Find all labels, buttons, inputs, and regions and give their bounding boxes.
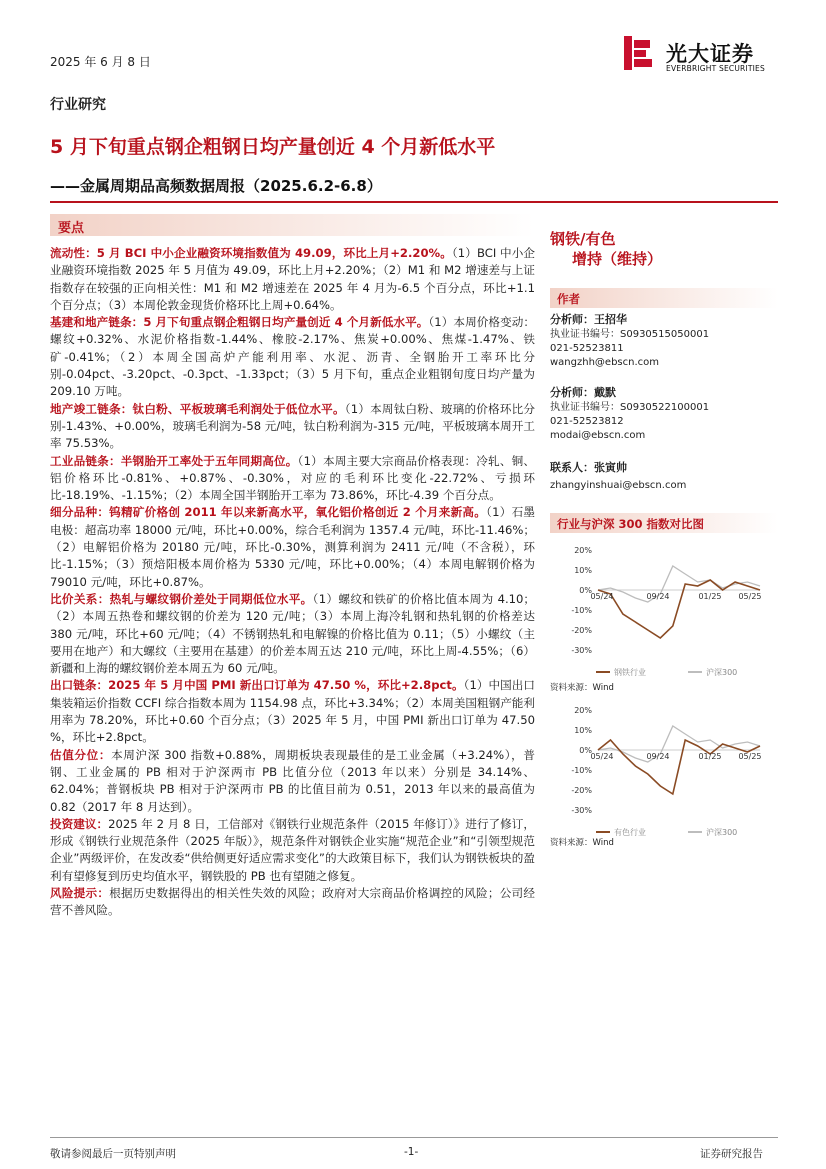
summary-paragraph — [50, 453, 535, 505]
chart-source: 资料来源：Wind — [550, 683, 614, 693]
summary-paragraph — [50, 677, 535, 746]
x-tick-label: 01/25 — [698, 592, 722, 601]
contact-label: 联系人：张寅帅 — [550, 461, 627, 474]
summary-paragraph — [50, 747, 535, 816]
y-tick-label: -30% — [571, 646, 592, 655]
analyst-cert: 执业证书编号：S0930522100001 — [550, 402, 710, 413]
paragraph-text: （1）BCI 中小企业融资环境指数 2025 年 5 月值为 49.09，环比上月+2.20%；（2）M1 和 M2 增速差与上证指数存在较强的正向相关性：M1 和 M2 增速差在 2025 年 4 月为-6.5 个百分点，环比+1.1 个百分点；（3）本周伦敦金现货价格环比上周+0.64%。 — [50, 246, 535, 312]
summary-paragraph — [50, 591, 535, 677]
report-subtitle: ——金属周期品高频数据周报（2025.6.2-6.8） — [50, 177, 382, 195]
x-tick-label: 09/24 — [646, 752, 670, 761]
analyst-phone: 021-52523812 — [550, 416, 624, 427]
analyst-block — [550, 313, 709, 370]
footer-report-type: 证券研究报告 — [700, 1148, 763, 1160]
y-tick-label: -10% — [571, 766, 592, 775]
series-line-1 — [598, 726, 760, 762]
analyst-cert: 执业证书编号：S0930515050001 — [550, 329, 710, 340]
contact-email[interactable]: zhangyinshuai@ebscn.com — [550, 480, 687, 491]
y-tick-label: -30% — [571, 806, 592, 815]
y-tick-label: -20% — [571, 626, 592, 635]
paragraph-text: （1）本周钛白粉、玻璃的价格环比分别-1.43%、+0.00%，玻璃毛利润为-58 元/吨，钛白粉利润为-315 元/吨，平板玻璃本周开工率 75.53%。 — [50, 401, 535, 451]
nonferrous-vs-csi300-chart — [550, 700, 778, 836]
summary-heading: 要点 — [58, 221, 85, 236]
paragraph-text: （1）中国出口集装箱运价指数 CCFI 综合指数本周为 1154.98 点，环比+3.34%；（2）本周美国粗钢产能利用率为 78.20%，环比+0.60 个百分点；（3）2025 年 5 月，中国 PMI 新出口订单为 47.50 %，环比+2.8pct。 — [50, 678, 535, 745]
paragraph-text: 2025 年 2 月 8 日，工信部对《钢铁行业规范条件（2015 年修订）》进行了修订，形成《钢铁行业规范条件（2025 年版）》，规范条件对钢铁企业实施“规范企业”和“引领型规范企业”两级评价，在发改委“供给侧更好适应需求变化”的大政策目标下，我们认为钢铁板块的盈利有望修复到历史均值水平，钢铁股的 PB 也有望随之修复。 — [50, 816, 535, 883]
analyst-name: 王招华 — [594, 313, 627, 326]
series-line-0 — [598, 740, 760, 794]
title-divider — [50, 201, 778, 203]
legend-label: 有色行业 — [614, 828, 646, 836]
contact-block — [550, 461, 686, 493]
chart-heading: 行业与沪深 300 指数对比图 — [557, 517, 705, 531]
everbright-logo — [624, 36, 774, 80]
summary-paragraph — [50, 314, 535, 400]
brand-name-cn: 光大证券 — [666, 42, 754, 66]
y-tick-label: 10% — [574, 566, 592, 575]
steel-vs-csi300-chart — [550, 540, 778, 680]
paragraph-highlight: 投资建议： — [50, 816, 109, 831]
summary-paragraph — [50, 504, 535, 590]
brand-name-en: EVERBRIGHT SECURITIES — [666, 64, 765, 73]
summary-body — [50, 245, 535, 920]
report-category: 行业研究 — [50, 97, 106, 113]
y-tick-label: 0% — [579, 746, 592, 755]
paragraph-highlight: 基建和地产链条：5 月下旬重点钢企粗钢日均产量创近 4 个月新低水平。 — [50, 315, 429, 330]
analyst-role: 分析师： — [550, 313, 594, 326]
series-line-1 — [598, 566, 760, 602]
legend-label: 沪深300 — [706, 668, 738, 677]
paragraph-highlight: 估值分位： — [50, 747, 112, 762]
analyst-phone: 021-52523811 — [550, 343, 624, 354]
authors-heading-bar — [550, 288, 778, 308]
paragraph-highlight: 地产竣工链条：钛白粉、平板玻璃毛利润处于低位水平。 — [50, 401, 345, 416]
analyst-email[interactable]: modai@ebscn.com — [550, 430, 646, 441]
chart-heading-bar — [550, 513, 778, 533]
chart-source: 资料来源：Wind — [550, 838, 614, 848]
paragraph-text: 根据历史数据得出的相关性失效的风险；政府对大宗商品价格调控的风险；公司经营不善风险。 — [50, 885, 535, 918]
analyst-block — [550, 386, 709, 443]
summary-paragraph — [50, 245, 535, 314]
series-line-0 — [598, 580, 760, 638]
report-date: 2025 年 6 月 8 日 — [50, 55, 151, 69]
y-tick-label: 0% — [579, 586, 592, 595]
paragraph-text: （1）本周价格变动：螺纹+0.32%、水泥价格指数-1.44%、橡胶-2.17%、焦炭+0.00%、焦煤-1.47%、铁矿-0.41%；（2）本周全国高炉产能利用率、水泥、沥青、全钢胎开工率环比分别-0.04pct、-3.20pct、-0.3pct、-1.33pct；（3）5 月下旬，重点企业粗钢旬度日均产量为 209.10 万吨。 — [50, 315, 536, 399]
summary-paragraph — [50, 816, 535, 885]
y-tick-label: 20% — [574, 706, 592, 715]
paragraph-text: （1）石墨电极：超高功率 18000 元/吨，环比+0.00%，综合毛利润为 1357.4 元/吨，环比-11.46%；（2）电解铝价格为 20180 元/吨，环比-0.30%，测算利润为 2411 元/吨（不含税），环比-1.15%；（3）预焙阳极本周价格为 5330 元/吨，环比+0.00%；（4）本周电解钢价格为 79010 元/吨，环比+0.87%。 — [50, 505, 536, 589]
x-tick-label: 05/25 — [738, 752, 762, 761]
y-tick-label: 10% — [574, 726, 592, 735]
paragraph-text: （1）本周主要大宗商品价格表现：冷轧、铜、铝价格环比-0.81%、+0.87%、-0.30%，对应的毛利环比变化-22.72%、亏损环比-18.19%、-1.15%；（2）本周全国半钢胎开工率为 73.86%，环比-4.39 个百分点。 — [50, 453, 535, 503]
x-tick-label: 05/25 — [738, 592, 762, 601]
footer-divider — [50, 1137, 778, 1138]
analyst-name: 戴默 — [594, 386, 616, 399]
paragraph-highlight: 流动性：5 月 BCI 中小企业融资环境指数值为 49.09，环比上月+2.20%。 — [50, 246, 452, 260]
report-title: 5 月下旬重点钢企粗钢日均产量创近 4 个月新低水平 — [50, 136, 496, 158]
analyst-role: 分析师： — [550, 386, 594, 399]
footer-disclaimer[interactable]: 敬请参阅最后一页特别声明 — [50, 1148, 176, 1160]
paragraph-highlight: 细分品种：钨精矿价格创 2011 年以来新高水平，氧化铝价格创近 2 个月来新高。 — [50, 505, 487, 520]
legend-label: 沪深300 — [706, 828, 738, 836]
paragraph-text: （1）螺纹和铁矿的价格比值本周为 4.10；（2）本周五热卷和螺纹钢的价差为 120 元/吨；（3）本周上海冷轧钢和热轧钢的价格差达 380 元/吨，环比+60 元/吨；（4）不锈钢热轧和电解镍的价格比值为 0.11；（5）小螺纹（主要用在地产）和大螺纹（主要用在基建）的价差本周五达 210 元/吨，环比上周-4.55%；（6）新疆和上海的螺纹钢价差本周五为 60 元/吨。 — [50, 591, 535, 676]
y-tick-label: -10% — [571, 606, 592, 615]
rating: 增持（维持） — [572, 250, 663, 268]
x-tick-label: 09/24 — [646, 592, 670, 601]
summary-paragraph — [50, 401, 535, 453]
paragraph-highlight: 风险提示： — [50, 885, 110, 900]
authors-heading: 作者 — [557, 292, 580, 306]
paragraph-highlight: 工业品链条：半钢胎开工率处于五年同期高位。 — [50, 453, 298, 468]
paragraph-highlight: 比价关系：热轧与螺纹钢价差处于同期低位水平。 — [50, 591, 313, 606]
paragraph-highlight: 出口链条：2025 年 5 月中国 PMI 新出口订单为 47.50 %，环比+2.8pct。 — [50, 678, 464, 693]
x-tick-label: 01/25 — [698, 752, 722, 761]
logo-mark-icon — [624, 36, 654, 70]
page-number: -1- — [404, 1146, 419, 1158]
paragraph-text: 本周沪深 300 指数+0.88%，周期板块表现最佳的是工业金属（+3.24%），普钢、工业金属的 PB 相对于沪深两市 PB 比值分位（2013 年以来）分别是 34.14%、62.04%；普钢板块 PB 相对于沪深两市 PB 的比值目前为 0.51，2013 年以来的最高值为 0.82（2017 年 8 月达到）。 — [50, 747, 535, 814]
legend-label: 钢铁行业 — [614, 668, 646, 677]
y-tick-label: -20% — [571, 786, 592, 795]
x-tick-label: 05/24 — [590, 752, 614, 761]
summary-paragraph — [50, 885, 535, 920]
summary-heading-bar — [50, 214, 534, 236]
industry-name: 钢铁/有色 — [550, 230, 616, 248]
x-tick-label: 05/24 — [590, 592, 614, 601]
y-tick-label: 20% — [574, 546, 592, 555]
analyst-email[interactable]: wangzhh@ebscn.com — [550, 357, 659, 368]
